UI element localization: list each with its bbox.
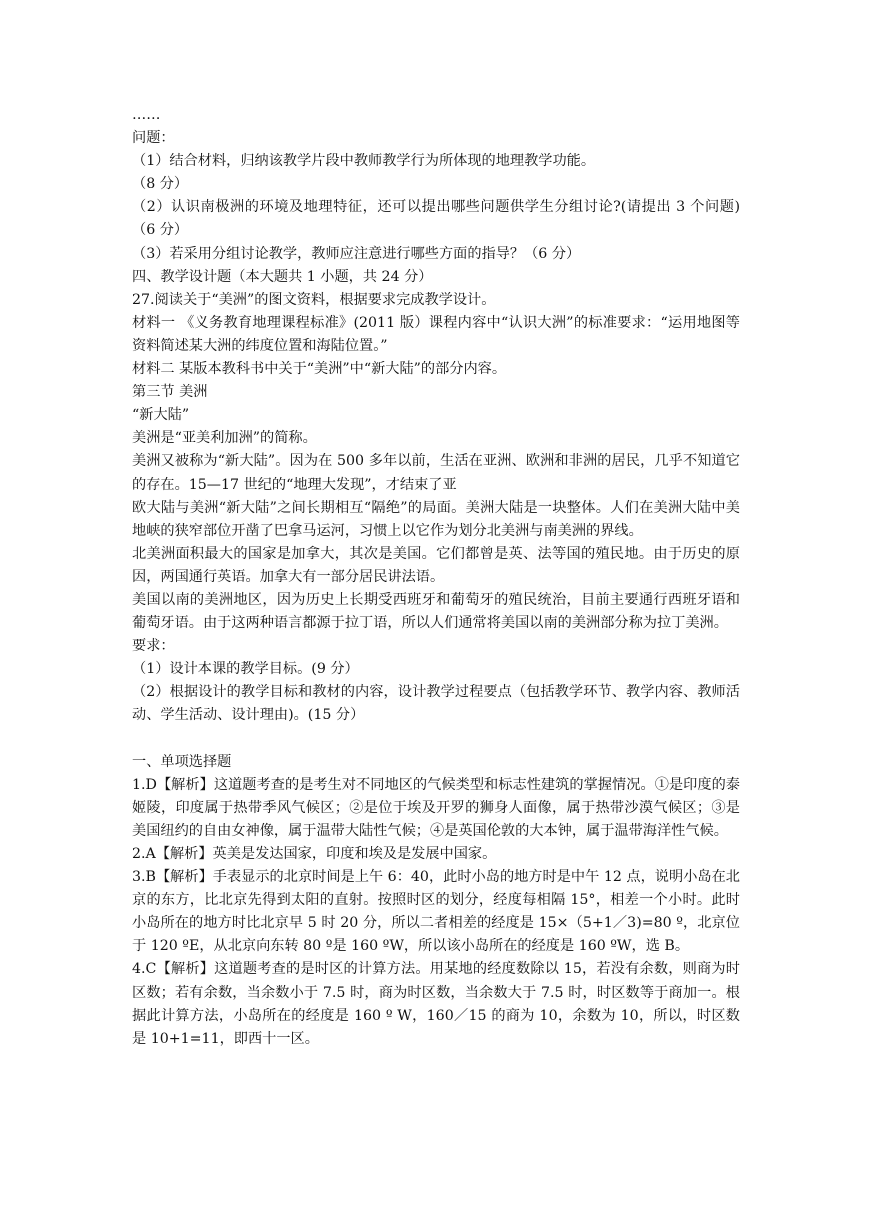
question-1: （1）结合材料，归纳该教学片段中教师教学行为所体现的地理教学功能。 — [132, 153, 596, 170]
questions-heading: 问题： — [132, 130, 175, 147]
section-heading-teaching-design: 四、教学设计题（本大题共 1 小题，共 24 分） — [132, 268, 433, 285]
answer-item: 3.B【解析】手表显示的北京时间是上午 6：40，此时小岛的地方时是中午 12 点，说明小岛在北京的东方，比北京先得到太阳的直射。按照时区的划分，经度每相隔 15°，相差一个小时。此时小岛所在的地方时比北京早 5 时 20 分，所以二者相差的经度是 15×（5+1／3)=80 º，北京位于 120 ºE，从北京向东转 80 º是 160 ºW，所以该小岛所在的经度是 160 ºW，选 B。 — [132, 869, 740, 955]
answer-item: 2.A【解析】英美是发达国家，印度和埃及是发展中国家。 — [132, 846, 497, 862]
textbook-paragraph: 欧大陆与美洲“新大陆”之间长期相互“隔绝”的局面。美洲大陆是一块整体。人们在美洲大陆中美地峡的狭窄部位开凿了巴拿马运河，习惯上以它作为划分北美洲与南美洲的界线。 — [132, 499, 740, 539]
answer-key-section — [132, 751, 740, 1051]
question-1-score: （8 分） — [132, 176, 189, 193]
question-2: （2）认识南极洲的环境及地理特征，还可以提出哪些问题供学生分组讨论?(请提出 3 个问题)（6 分） — [132, 199, 740, 239]
document-page — [132, 104, 740, 1051]
material-two: 材料二 某版本教科书中关于“美洲”中“新大陆”的部分内容。 — [132, 361, 507, 378]
section-spacer — [132, 728, 740, 751]
exam-questions-section — [132, 104, 740, 728]
textbook-paragraph: 美国以南的美洲地区，因为历史上长期受西班牙和葡萄牙的殖民统治，目前主要通行西班牙语和葡萄牙语。由于这两种语言都源于拉丁语，所以人们通常将美国以南的美洲部分称为拉丁美洲。 — [132, 591, 740, 632]
question-27-prompt: 27.阅读关于“美洲”的图文资料，根据要求完成教学设计。 — [132, 291, 496, 308]
textbook-paragraph: 北美洲面积最大的国家是加拿大，其次是美国。它们都曾是英、法等国的殖民地。由于历史的原因，两国通行英语。加拿大有一部分居民讲法语。 — [132, 545, 740, 585]
textbook-section-title: 第三节 美洲 — [132, 384, 208, 401]
answer-item: 4.C【解析】这道题考查的是时区的计算方法。用某地的经度数除以 15，若没有余数，则商为时区数；若有余数，当余数小于 7.5 时，商为时区数，当余数大于 7.5 时，时区数等于商加一。根据此计算方法，小岛所在的经度是 160 º W，160／15 的商为 10，余数为 10，所以，时区数是 10+1=11，即西十一区。 — [132, 961, 740, 1047]
requirement-2: （2）根据设计的教学目标和教材的内容，设计教学过程要点（包括教学环节、教学内容、教师活动、学生活动、设计理由)。(15 分） — [132, 684, 740, 724]
requirement-1: （1）设计本课的教学目标。(9 分） — [132, 661, 359, 678]
material-one: 材料一 《义务教育地理课程标准》(2011 版）课程内容中“认识大洲”的标准要求：“运用地图等资料简述某大洲的纬度位置和海陆位置。” — [132, 314, 740, 354]
textbook-subtitle: “新大陆” — [132, 407, 190, 424]
answer-item: 1.D【解析】这道题考查的是考生对不同地区的气候类型和标志性建筑的掌握情况。①是印度的泰姬陵，印度属于热带季风气候区；②是位于埃及开罗的狮身人面像，属于热带沙漠气候区；③是美国纽约的自由女神像，属于温带大陆性气候；④是英国伦敦的大本钟，属于温带海洋性气候。 — [132, 776, 740, 839]
textbook-paragraph: 美洲又被称为“新大陆”。因为在 500 多年以前，生活在亚洲、欧洲和非洲的居民，几乎不知道它的存在。15—17 世纪的“地理大发现”，才结束了亚 — [132, 453, 740, 493]
ellipsis-line: …… — [132, 107, 161, 123]
answer-section-heading: 一、单项选择题 — [132, 753, 232, 770]
question-3: （3）若采用分组讨论教学，教师应注意进行哪些方面的指导？（6 分） — [132, 245, 581, 262]
textbook-paragraph: 美洲是“亚美利加洲”的简称。 — [132, 430, 317, 447]
requirements-heading: 要求： — [132, 638, 175, 655]
